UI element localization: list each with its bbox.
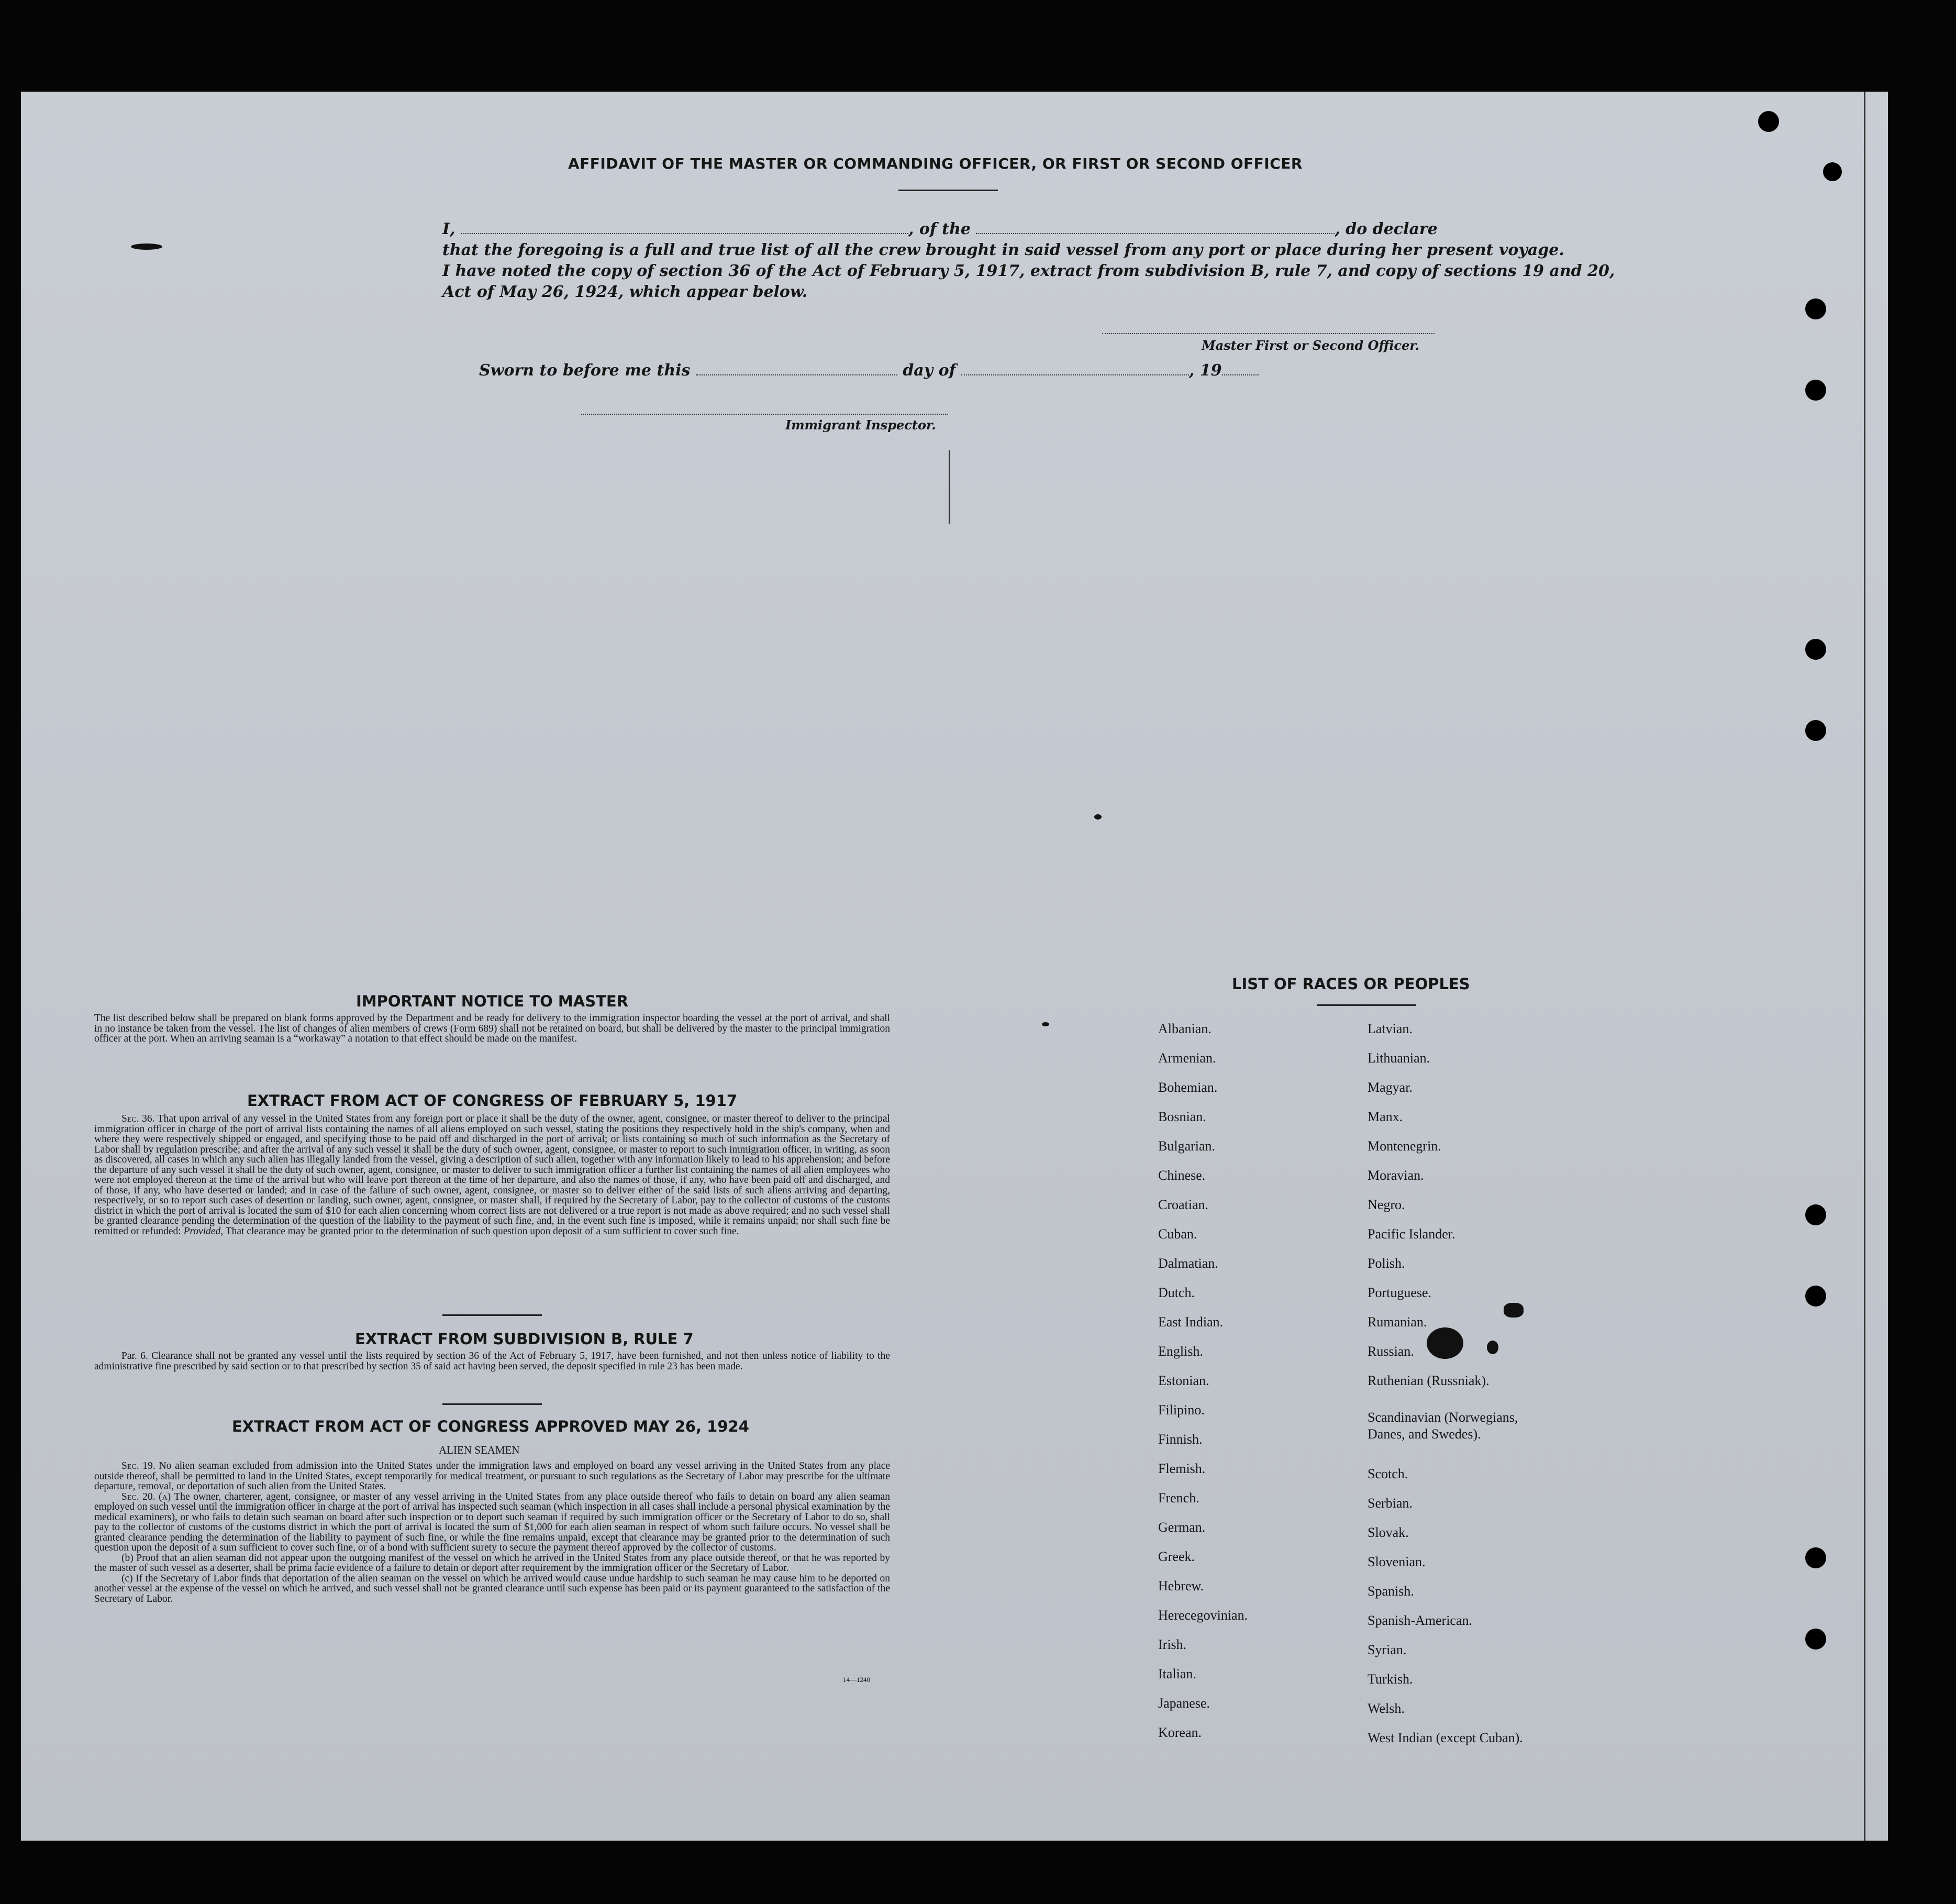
race-item: Moravian.	[1368, 1168, 1424, 1183]
race-item: Greek.	[1158, 1549, 1195, 1564]
alien-seamen-subtitle: ALIEN SEAMEN	[439, 1444, 520, 1456]
year-prefix: , 19	[1189, 361, 1222, 380]
race-item: German.	[1158, 1520, 1206, 1535]
ink-stain	[1042, 1022, 1049, 1026]
sec-20-label: Sec. 20. (a)	[121, 1491, 171, 1502]
section-divider	[442, 1314, 542, 1316]
race-item: Portuguese.	[1368, 1285, 1432, 1300]
race-item: Slovenian.	[1368, 1554, 1426, 1569]
sec-20b-body: (b) Proof that an alien seaman did not appear upon the outgoing manifest of the vessel on which he arrived in the United States from any place outside thereof, or that he was reported by the master of such vessel as a deserter, shall be prima facie evidence of a failure to detain or deport after requirement by the immigration officer or the Secretary of Labor.	[94, 1552, 890, 1574]
sec-19-label: Sec. 19.	[121, 1460, 155, 1471]
sworn-label: Sworn to before me this	[479, 361, 691, 380]
section-divider	[442, 1403, 542, 1405]
races-title: LIST OF RACES OR PEOPLES	[1232, 975, 1470, 993]
race-item: Bohemian.	[1158, 1080, 1218, 1095]
race-item: Croatian.	[1158, 1197, 1209, 1212]
race-item: Montenegrin.	[1368, 1138, 1441, 1154]
race-item: Dalmatian.	[1158, 1256, 1218, 1271]
affidavit-line-2: that the foregoing is a full and true list of all the crew brought in said vessel from any port or place during her present voyage.	[442, 241, 1564, 259]
extract-1924-text	[94, 1461, 890, 1604]
form-number: 14—1240	[843, 1676, 870, 1684]
race-item: Magyar.	[1368, 1080, 1413, 1095]
punch-hole	[1823, 162, 1842, 181]
master-signature-caption: Master First or Second Officer.	[1202, 338, 1420, 353]
sec-36-body: That upon arrival of any vessel in the United States from any foreign port or place it shall be the duty of the owner, agent, consignee, or master thereof to deliver to the principal immigration officer in charge of the port of arrival lists containing the names of all aliens employed on such vessel, stating the positions they respectively hold in the ship's company, when and where they were respectively shipped or engaged, and specifying those to be paid off and discharged in the port of arrival; or lists containing so much of such information as the Secretary of Labor shall by regulation prescribe; and after the arrival of any such vessel it shall be the duty of such owner, agent, consignee, or master to report to such immigration officer, in writing, as soon as discovered, all cases in which any such alien has illegally landed from the vessel, giving a description of such alien, together with any information likely to lead to his apprehension; and before the departure of any such vessel it shall be the duty of such owner, agent, consignee, or master to deliver to such immigration officer a further list containing the names of all alien employees who were not employed thereon at the time of the arrival but who will leave port thereon at the time of her departure, and also the names of those, if any, who have been paid off and discharged, and of those, if any, who have deserted or landed; and in case of the failure of such owner, agent, consignee, or master so to deliver either of the said lists of such aliens arriving and departing, respectively, or so to report such cases of desertion or landing, such owner, agent, consignee, or master shall, if required by the Secretary of Labor, pay to the collector of customs of the customs district in which the port of arrival is located the sum of $10 for each alien concerning whom correct lists are not delivered or a true report is not made as above required; and no such vessel shall be granted clearance pending the determination of the question of the liability to the payment of such fine, and, in the event such fine is imposed, while it remains unpaid; nor shall such fine be remitted or refunded:	[94, 1113, 890, 1237]
do-declare-label: , do declare	[1335, 220, 1438, 238]
race-item: Syrian.	[1368, 1642, 1407, 1657]
race-item: Flemish.	[1158, 1461, 1206, 1476]
sec-36-end: That clearance may be granted prior to the determination of such question upon deposit of a sum sufficient to cover such fine.	[225, 1225, 739, 1237]
race-item: Turkish.	[1368, 1671, 1413, 1687]
sec-20a-body: The owner, charterer, agent, consignee, or master of any vessel arriving in the United States from any place outside thereof who fails to detain on board any alien seaman employed on such vessel until the immigration officer in charge at the port of arrival has inspected such seaman (which inspection in all cases shall include a personal physical examination by the medical examiners), or who fails to detain such seaman on board after such inspection or to deport such seaman if required by such immigration officer or the Secretary of Labor to do so, shall pay to the collector of customs of the customs district in which the port of arrival is located the sum of $1,000 for each alien seaman in respect of whom such failure occurs. No vessel shall be granted clearance pending the determination of the liability to payment of such fine, or while the fine remains unpaid, except that clearance may be granted prior to the determination of such question upon the deposit of a sum sufficient to cover such fine, or of a bond with sufficient surety to secure the payment thereof approved by the collector of customs.	[94, 1491, 890, 1553]
punch-hole	[1805, 720, 1826, 741]
center-mark	[949, 450, 950, 524]
race-item: Italian.	[1158, 1666, 1196, 1681]
race-item: Armenian.	[1158, 1050, 1216, 1066]
master-signature-line[interactable]	[1102, 333, 1435, 334]
race-item: West Indian (except Cuban).	[1368, 1730, 1523, 1745]
sec-19-body: No alien seaman excluded from admission into the United States under the immigration laws and employed on board any vessel arriving in the United States from any place outside thereof, shall be permitted to land in the United States, except temporarily for medical treatment, or pursuant to such regulations as the Secretary of Labor may prescribe for the ultimate departure, removal, or deportation of such alien from the United States.	[94, 1460, 891, 1492]
affidavit-line-3: I have noted the copy of section 36 of the Act of February 5, 1917, extract from subdivision B, rule 7, and copy of sections 19 and 20,	[442, 262, 1615, 280]
affidavit-line-1	[442, 220, 1438, 238]
race-item: Manx.	[1368, 1109, 1403, 1124]
extract-1917-title: EXTRACT FROM ACT OF CONGRESS OF FEBRUARY 5, 1917	[247, 1092, 738, 1110]
year-field[interactable]	[1222, 364, 1259, 375]
race-item: Scotch.	[1368, 1466, 1408, 1481]
sworn-month-field[interactable]	[961, 364, 1189, 375]
ink-stain	[1094, 814, 1102, 820]
race-item: Danes, and Swedes).	[1368, 1426, 1481, 1442]
day-of-label: day of	[903, 361, 956, 380]
punch-hole	[1805, 1286, 1826, 1307]
race-item: Estonian.	[1158, 1373, 1209, 1388]
race-item: Japanese.	[1158, 1696, 1210, 1711]
race-item: Spanish.	[1368, 1584, 1414, 1599]
ink-stain	[1427, 1327, 1463, 1359]
extract-1917-text	[94, 1114, 890, 1236]
punch-hole	[1805, 298, 1826, 319]
ink-stain	[1487, 1341, 1498, 1354]
race-item: Polish.	[1368, 1256, 1405, 1271]
race-item: Albanian.	[1158, 1021, 1212, 1036]
race-item: Scandinavian (Norwegians,	[1368, 1410, 1518, 1425]
race-item: Filipino.	[1158, 1402, 1205, 1418]
race-item: Dutch.	[1158, 1285, 1195, 1300]
page-edge-line	[1864, 92, 1865, 1841]
race-item: Cuban.	[1158, 1226, 1197, 1242]
punch-hole	[1758, 111, 1779, 132]
race-item: French.	[1158, 1490, 1199, 1506]
notice-text: The list described below shall be prepared on blank forms approved by the Department and be ready for delivery to the immigration inspector boarding the vessel at the port of arrival, and shall in no instance be taken from the vessel. The list of changes of alien members of crews (Form 689) shall not be retained on board, but shall be delivered by the master to the principal immigration officer at the port. When an arriving seaman is a “workaway” a notation to that effect should be made on the manifest.	[94, 1013, 890, 1044]
race-item: Herecegovinian.	[1158, 1608, 1248, 1623]
race-item: Welsh.	[1368, 1701, 1405, 1716]
race-item: Bosnian.	[1158, 1109, 1206, 1124]
race-item: Irish.	[1158, 1637, 1187, 1652]
race-item: Latvian.	[1368, 1021, 1413, 1036]
race-item: Pacific Islander.	[1368, 1226, 1455, 1242]
subdivision-b-title: EXTRACT FROM SUBDIVISION B, RULE 7	[355, 1330, 694, 1348]
punch-hole	[1805, 1629, 1826, 1650]
race-item: Korean.	[1158, 1725, 1202, 1740]
title-underline	[898, 190, 998, 191]
i-label: I,	[442, 220, 455, 238]
notice-title: IMPORTANT NOTICE TO MASTER	[356, 992, 629, 1010]
inspector-caption: Immigrant Inspector.	[785, 417, 936, 433]
race-item: Lithuanian.	[1368, 1050, 1430, 1066]
inspector-signature-line[interactable]	[581, 414, 948, 415]
punch-hole	[1805, 380, 1826, 401]
vessel-field[interactable]	[976, 223, 1335, 234]
race-item: English.	[1158, 1344, 1203, 1359]
race-item: Finnish.	[1158, 1432, 1203, 1447]
punch-hole	[1805, 639, 1826, 660]
race-item: Bulgarian.	[1158, 1138, 1216, 1154]
race-item: Chinese.	[1158, 1168, 1206, 1183]
race-item: Russian.	[1368, 1344, 1414, 1359]
punch-hole	[1805, 1547, 1826, 1568]
subdivision-b-text: Par. 6. Clearance shall not be granted any vessel until the lists required by section 36 of the Act of February 5, 1917, have been furnished, and not then unless notice of liability to the administrative fine prescribed by said section or to that prescribed by section 35 of said act having been served, the deposit specified in rule 23 has been made.	[94, 1350, 890, 1372]
provided-label: Provided,	[183, 1225, 224, 1237]
races-title-underline	[1317, 1004, 1416, 1006]
sworn-day-field[interactable]	[696, 364, 897, 375]
of-the-label: , of the	[908, 220, 971, 238]
race-item: Serbian.	[1368, 1496, 1413, 1511]
race-item: Rumanian.	[1368, 1314, 1427, 1330]
affidavit-title: AFFIDAVIT OF THE MASTER OR COMMANDING OFFICER, OR FIRST OR SECOND OFFICER	[568, 155, 1303, 172]
race-item: Negro.	[1368, 1197, 1405, 1212]
ink-stain	[131, 243, 162, 250]
sec-20c-body: (c) If the Secretary of Labor finds that deportation of the alien seaman on the vessel on which he arrived would cause undue hardship to such seaman he may cause him to be deported on another vessel at the expense of the vessel on which he arrived, and such vessel shall not be granted clearance until such expense has been paid or its payment guaranteed to the satisfaction of the Secretary of Labor.	[94, 1573, 890, 1604]
ink-stain	[1504, 1303, 1524, 1318]
race-item: East Indian.	[1158, 1314, 1224, 1330]
race-item: Spanish-American.	[1368, 1613, 1473, 1628]
sworn-line	[479, 361, 1259, 380]
race-item: Ruthenian (Russniak).	[1368, 1373, 1490, 1388]
sec-36-label: Sec. 36.	[121, 1113, 155, 1124]
affidavit-line-4: Act of May 26, 1924, which appear below.	[442, 283, 808, 301]
extract-1924-title: EXTRACT FROM ACT OF CONGRESS APPROVED MAY 26, 1924	[232, 1418, 749, 1435]
race-item: Slovak.	[1368, 1525, 1409, 1540]
punch-hole	[1805, 1204, 1826, 1225]
name-field[interactable]	[461, 223, 908, 234]
race-item: Hebrew.	[1158, 1578, 1204, 1593]
